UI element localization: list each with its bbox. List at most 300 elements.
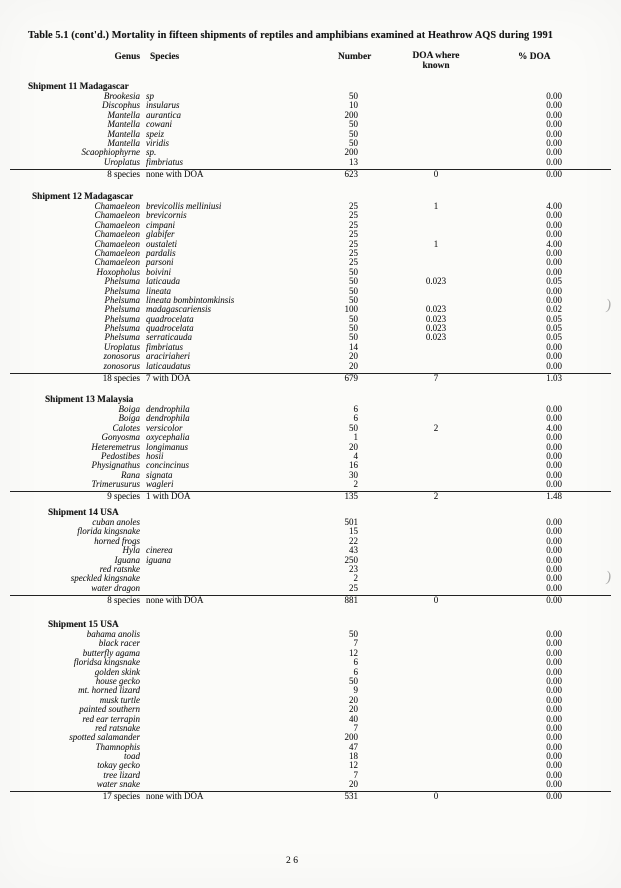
species-row [0,287,621,296]
cell-pct-doa: 0.00 [546,266,562,277]
cell-species: wagleri [146,479,174,490]
species-row [0,277,621,286]
cell-genus: golden skink [94,666,140,677]
species-row [0,480,621,489]
cell-pct-doa: 0.00 [546,156,562,167]
shipment-header: Shipment 11 Madagascar [28,82,129,92]
cell-pct-doa: 0.00 [546,722,562,733]
cell-number: 25 [349,257,358,268]
shipment-total-row [0,492,621,504]
cell-genus: painted southern [79,704,140,715]
cell-genus: Hoxopholus [96,266,140,277]
cell-genus: house gecko [95,675,140,686]
cell-number: 30 [349,469,358,480]
cell-number: 679 [344,372,358,383]
cell-pct-doa: 0.00 [546,257,562,268]
cell-doa: 0 [433,791,439,802]
cell-genus: black racer [98,638,140,649]
cell-pct-doa: 0.00 [546,573,562,584]
cell-genus: horned frogs [94,535,140,546]
cell-number: 50 [349,137,358,148]
cell-doa: 0.023 [425,332,447,343]
cell-number: 47 [349,741,358,752]
cell-species: longimanus [146,441,189,452]
cell-genus: Brookesia [103,91,140,101]
cell-number: 9 [353,685,358,696]
cell-species: brevicollis melliniusi [146,201,222,211]
cell-genus: Phelsuma [104,304,140,315]
species-row [0,668,621,677]
cell-pct-doa: 0.00 [546,535,562,546]
col-header-doa-where-known [400,52,472,71]
cell-number: 50 [349,276,358,287]
cell-pct-doa: 0.00 [546,526,562,537]
species-row [0,296,621,305]
cell-genus: Mantella [107,119,140,130]
cell-genus: water snake [96,779,140,790]
cell-number: 20 [349,779,358,790]
species-row [0,158,621,167]
shipment-total-row [0,792,621,804]
cell-pct-doa: 0.00 [546,128,562,139]
cell-pct-doa: 0.00 [546,341,562,352]
cell-genus: spotted salamander [69,732,140,743]
cell-species: cowani [146,119,172,130]
cell-genus: Rana [121,469,140,480]
cell-genus: red ear terrapin [82,713,140,724]
cell-genus: Phelsuma [104,294,140,305]
cell-pct-doa: 0.00 [546,769,562,780]
cell-genus: Uroplatus [103,341,140,352]
cell-doa: 0 [433,594,439,605]
cell-pct-doa: 0.05 [546,313,562,324]
cell-pct-doa: 0.00 [546,760,562,771]
species-row [0,305,621,314]
cell-number: 2 [353,479,358,490]
species-row [0,761,621,770]
cell-number: 200 [344,147,358,158]
cell-pct-doa: 4.00 [546,422,562,433]
species-row [0,130,621,139]
cell-pct-doa: 0.00 [546,657,562,668]
cell-number: 20 [349,441,358,452]
cell-genus: Heteremetrus [91,441,140,452]
cell-pct-doa: 0.00 [546,219,562,230]
cell-genus: Uroplatus [103,156,140,167]
cell-number: 50 [349,285,358,296]
cell-species: cimpani [146,219,175,230]
species-row [0,461,621,470]
cell-species: serraticauda [146,332,192,343]
cell-pct-doa: 0.00 [546,441,562,452]
species-row [0,556,621,565]
cell-doa: 0 [433,168,439,179]
cell-doa: 0.023 [425,276,447,287]
cell-doa: 1 [433,238,439,249]
cell-genus: Scaophiophyrne [81,147,140,158]
cell-doa: 1 [433,201,439,211]
cell-pct-doa: 0.00 [546,168,562,179]
species-row [0,424,621,433]
cell-pct-doa: 0.00 [546,91,562,101]
cell-genus: Phelsuma [104,332,140,343]
cell-species: hosii [146,450,164,461]
species-row [0,733,621,742]
cell-number: 10 [349,100,358,111]
cell-number: 15 [349,526,358,537]
cell-pct-doa: 0.00 [546,704,562,715]
cell-pct-doa: 0.00 [546,685,562,696]
cell-number: 50 [349,332,358,343]
species-row [0,333,621,342]
cell-species: sp [146,91,155,101]
cell-species: cinerea [146,545,173,556]
cell-species: lineata [146,285,171,296]
cell-number: 25 [349,219,358,230]
cell-pct-doa: 0.00 [546,351,562,362]
cell-genus: Phelsuma [104,313,140,324]
cell-doa: 2 [433,422,439,433]
cell-genus: red ratsnake [95,722,140,733]
cell-genus: florida kingsnake [77,526,140,537]
cell-pct-doa: 0.00 [546,563,562,574]
cell-genus: cuban anoles [92,517,140,527]
cell-genus: Chamaeleon [94,257,140,268]
shipment-block [0,82,621,182]
cell-genus: red ratsnke [99,563,140,574]
cell-species: aurantica [146,109,181,120]
species-row [0,443,621,452]
cell-species: glabifer [146,229,175,240]
cell-number: 20 [349,694,358,705]
shipment-total-row [0,374,621,386]
cell-number: 25 [349,238,358,249]
cell-species: none with DOA [146,168,204,179]
cell-species: signata [146,469,173,480]
cell-doa: 0.023 [425,304,447,315]
cell-species: sp. [146,147,157,158]
species-row [0,101,621,110]
cell-number: 50 [349,128,358,139]
cell-species: boivini [146,266,171,277]
cell-genus: Thamnophis [95,741,140,752]
cell-genus: 17 species [102,791,140,802]
cell-genus: zonosorus [103,360,140,371]
cell-pct-doa: 0.00 [546,666,562,677]
cell-genus: zonosorus [103,351,140,362]
cell-genus: Boiga [118,413,140,424]
cell-number: 623 [344,168,358,179]
cell-number: 200 [344,732,358,743]
cell-pct-doa: 0.00 [546,294,562,305]
cell-species: 1 with DOA [146,491,191,502]
cell-species: pardalis [146,247,176,258]
cell-number: 6 [353,404,358,414]
species-row [0,771,621,780]
cell-number: 7 [353,769,358,780]
cell-genus: 9 species [107,491,140,502]
cell-genus: Phelsuma [104,285,140,296]
cell-number: 22 [349,535,358,546]
cell-pct-doa: 0.00 [546,779,562,790]
cell-species: quadrocelata [146,323,194,334]
cell-species: concincinus [146,460,189,471]
cell-pct-doa: 0.05 [546,323,562,334]
cell-genus: Physignathus [91,460,140,471]
table-title: Table 5.1 (cont'd.) Mortality in fifteen shipments of reptiles and amphibians examined at Heathrow AQS during 1991 [28,30,553,41]
species-row [0,324,621,333]
cell-number: 200 [344,109,358,120]
cell-pct-doa: 0.00 [546,119,562,130]
cell-pct-doa: 0.00 [546,450,562,461]
cell-pct-doa: 0.00 [546,479,562,490]
cell-genus: mt. horned lizard [78,685,140,696]
species-row [0,249,621,258]
cell-pct-doa: 0.00 [546,732,562,743]
species-row [0,780,621,789]
cell-pct-doa: 0.00 [546,100,562,111]
cell-pct-doa: 0.00 [546,137,562,148]
cell-genus: bahama anolis [86,629,140,639]
col-header-genus: Genus [114,52,140,62]
cell-pct-doa: 0.00 [546,694,562,705]
species-row [0,537,621,546]
cell-pct-doa: 0.02 [546,304,562,315]
page-number: 26 [286,856,301,866]
species-row [0,211,621,220]
cell-genus: tree lizard [103,769,140,780]
species-row [0,111,621,120]
cell-pct-doa: 0.00 [546,791,562,802]
cell-number: 43 [349,545,358,556]
cell-number: 25 [349,582,358,593]
cell-species: 7 with DOA [146,372,191,383]
species-row [0,258,621,267]
species-row [0,686,621,695]
cell-pct-doa: 0.00 [546,109,562,120]
species-row [0,221,621,230]
cell-pct-doa: 0.00 [546,147,562,158]
col-header-pct-doa: % DOA [518,52,551,62]
species-row [0,240,621,249]
species-row [0,268,621,277]
cell-species: none with DOA [146,791,204,802]
cell-number: 25 [349,247,358,258]
cell-species: laticaudatus [146,360,191,371]
species-row [0,343,621,352]
cell-genus: toad [123,751,140,762]
cell-number: 501 [344,517,358,527]
cell-doa: 7 [433,372,439,383]
cell-number: 20 [349,360,358,371]
cell-number: 20 [349,704,358,715]
cell-number: 23 [349,563,358,574]
species-row [0,546,621,555]
cell-pct-doa: 0.00 [546,469,562,480]
cell-genus: Mantella [107,128,140,139]
cell-genus: 18 species [102,372,140,383]
cell-number: 16 [349,460,358,471]
cell-number: 4 [353,450,358,461]
cell-number: 250 [344,554,358,565]
cell-species: speiz [146,128,164,139]
cell-pct-doa: 0.00 [546,638,562,649]
col-header-number: Number [338,52,372,62]
species-row [0,315,621,324]
cell-species: brevicornis [146,210,187,221]
cell-number: 14 [349,341,358,352]
cell-number: 100 [344,304,358,315]
col-header-doa-line2: known [422,60,450,71]
cell-pct-doa: 0.00 [546,229,562,240]
shipment-header: Shipment 14 USA [48,508,119,518]
cell-number: 13 [349,156,358,167]
species-row [0,658,621,667]
cell-genus: water dragon [91,582,140,593]
cell-genus: Pedostibes [101,450,140,461]
cell-pct-doa: 0.00 [546,247,562,258]
col-header-doa-line1: DOA where [412,51,460,61]
cell-genus: Chamaeleon [94,229,140,240]
cell-pct-doa: 0.05 [546,276,562,287]
cell-pct-doa: 0.00 [546,629,562,639]
cell-number: 50 [349,323,358,334]
cell-number: 135 [344,491,358,502]
cell-number: 25 [349,229,358,240]
cell-pct-doa: 0.00 [546,413,562,424]
species-row [0,230,621,239]
shipment-block [0,508,621,608]
cell-number: 6 [353,657,358,668]
cell-number: 2 [353,573,358,584]
scan-artifact-mark: ) [605,297,613,314]
species-row [0,148,621,157]
cell-genus: Chamaeleon [94,201,140,211]
column-headers [0,52,621,74]
species-row [0,352,621,361]
species-row [0,752,621,761]
cell-genus: Phelsuma [104,323,140,334]
cell-genus: 8 species [107,168,140,179]
cell-pct-doa: 0.00 [546,594,562,605]
col-header-species: Species [150,52,180,62]
cell-number: 531 [344,791,358,802]
cell-pct-doa: 0.00 [546,751,562,762]
species-row [0,630,621,639]
cell-genus: Phelsuma [104,276,140,287]
species-row [0,743,621,752]
cell-species: parsoni [146,257,174,268]
cell-genus: tokay gecko [97,760,140,771]
cell-doa: 2 [433,491,439,502]
cell-pct-doa: 0.00 [546,432,562,443]
cell-species: versicolor [146,422,183,433]
cell-genus: Mantella [107,137,140,148]
cell-pct-doa: 0.00 [546,404,562,414]
cell-pct-doa: 0.00 [546,713,562,724]
species-row [0,92,621,101]
cell-pct-doa: 0.05 [546,332,562,343]
cell-pct-doa: 0.00 [546,360,562,371]
cell-genus: Boiga [118,404,140,414]
cell-species: dendrophila [146,413,190,424]
cell-genus: Mantella [107,109,140,120]
cell-genus: Chamaeleon [94,210,140,221]
shipment-total-row [0,596,621,608]
cell-species: viridis [146,137,170,148]
cell-species: madagascariensis [146,304,211,315]
shipment-total-row [0,170,621,182]
cell-genus: Gonyosma [101,432,140,443]
cell-pct-doa: 4.00 [546,238,562,249]
cell-genus: butterfly agama [82,647,140,658]
shipment-block [0,620,621,804]
cell-number: 25 [349,201,358,211]
cell-genus: 8 species [107,594,140,605]
species-row [0,202,621,211]
cell-species: fimbriatus [146,341,184,352]
cell-genus: musk turtle [99,694,140,705]
cell-species: oustaleti [146,238,177,249]
cell-genus: Iguana [114,554,140,565]
cell-genus: floridsa kingsnake [73,657,140,668]
shipment-block [0,395,621,504]
cell-species: iguana [146,554,172,565]
cell-number: 7 [353,638,358,649]
cell-number: 1 [353,432,358,443]
cell-pct-doa: 0.00 [546,582,562,593]
shipment-header: Shipment 15 USA [48,620,119,630]
cell-genus: Chamaeleon [94,219,140,230]
cell-species: none with DOA [146,594,204,605]
cell-number: 881 [344,594,358,605]
cell-number: 50 [349,119,358,130]
cell-pct-doa: 0.00 [546,675,562,686]
cell-species: laticauda [146,276,180,287]
cell-genus: Trimerusurus [91,479,140,490]
cell-pct-doa: 1.03 [546,372,562,383]
cell-pct-doa: 0.00 [546,285,562,296]
cell-species: fimbriatus [146,156,184,167]
cell-genus: Chamaeleon [94,238,140,249]
cell-number: 50 [349,266,358,277]
shipment-header: Shipment 13 Malaysia [45,395,134,405]
cell-doa: 0.023 [425,323,447,334]
species-row [0,405,621,414]
cell-species: araciriaheri [146,351,190,362]
cell-genus: Calotes [112,422,140,433]
cell-number: 6 [353,666,358,677]
cell-number: 12 [349,760,358,771]
species-row [0,715,621,724]
cell-doa: 0.023 [425,313,447,324]
species-row [0,120,621,129]
cell-pct-doa: 1.48 [546,491,562,502]
cell-number: 20 [349,351,358,362]
cell-number: 18 [349,751,358,762]
cell-number: 50 [349,91,358,101]
cell-species: insularus [146,100,180,111]
cell-pct-doa: 0.00 [546,741,562,752]
cell-genus: Discophus [102,100,140,111]
cell-number: 7 [353,722,358,733]
cell-pct-doa: 0.00 [546,210,562,221]
cell-pct-doa: 0.00 [546,460,562,471]
cell-number: 50 [349,629,358,639]
cell-pct-doa: 0.00 [546,647,562,658]
species-row [0,362,621,371]
shipment-block [0,192,621,386]
